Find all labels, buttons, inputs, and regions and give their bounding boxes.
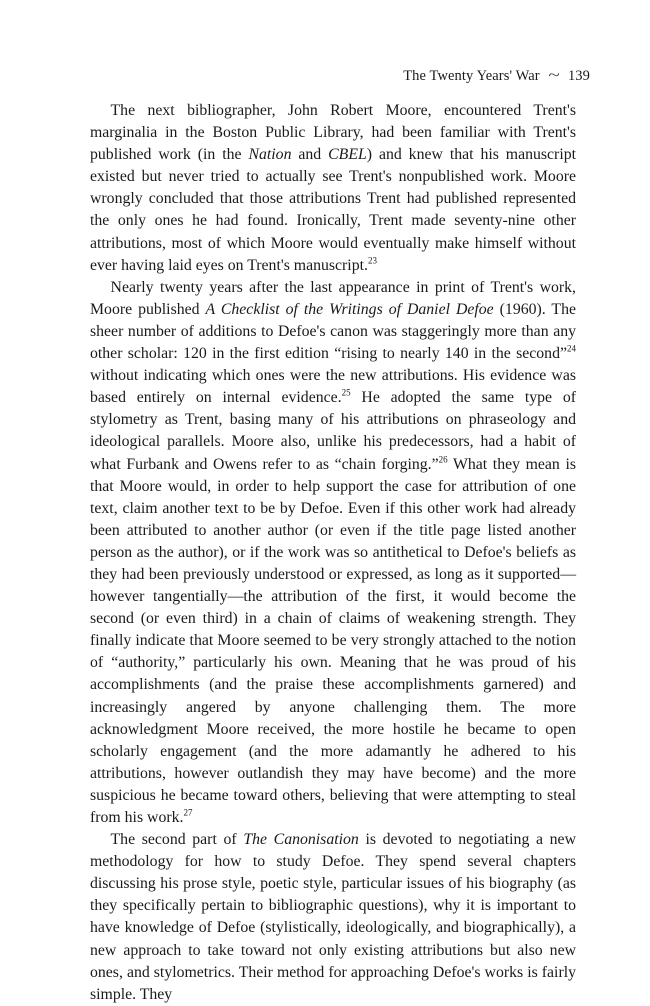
italic-title: The Canonisation <box>243 831 359 849</box>
footnote-ref: 24 <box>567 343 576 354</box>
paragraph <box>90 100 576 277</box>
text-run: What they mean is that Moore would, in order to help support the case for attribution of one text, claim another text to be by Defoe. Even if this other work had already been attributed to another author (or even if the title page listed another person as the author), or if the work was so antithetical to Defoe's beliefs as they had been previously understood or expressed, as long as it supported—however tangentially—the attribution of the first, it would become the second (or even third) in a chain of claims of weakening strength. They finally indicate that Moore seemed to be very strongly attached to the notion of “authority,” particularly his own. Meaning that he was proud of his accomplishments (and the praise these accomplishments garnered) and increasingly angered by anyone challenging them. The more acknowledgment Moore received, the more hostile he became to open scholarly engagement (and the more adamantly he adhered to his attributions, however outlandish they may have become) and the more suspicious he became toward others, believing that were attempting to steal from his work. <box>90 455 576 826</box>
text-run: ) and knew that his manuscript existed but never tried to actually see Trent's nonpublished work. Moore wrongly concluded that those attributions Trent had published represented the only ones he had found. Ironically, Trent made seventy-nine other attributions, most of which Moore would eventually make himself without ever having laid eyes on Trent's manuscript. <box>90 146 576 274</box>
running-header <box>60 68 590 85</box>
italic-title: A Checklist of the Writings of Daniel Defoe <box>205 300 494 318</box>
footnote-ref: 25 <box>341 387 351 398</box>
body-text <box>90 100 576 1006</box>
tilde-ornament-icon: ~ <box>548 68 560 84</box>
running-title: The Twenty Years' War <box>403 68 540 84</box>
footnote-ref: 27 <box>183 807 193 818</box>
italic-title: Nation <box>248 146 292 164</box>
paragraph <box>90 829 576 1006</box>
text-run: and <box>291 146 329 164</box>
text-run: is devoted to negotiating a new methodology for how to study Defoe. They spend several chapters discussing his prose style, poetic style, particular issues of his biography (as they specifically pertain to bibliographic questions), why it is important to have knowledge of Defoe (stylistically, ideologically, and biographically), a new approach to take toward not only existing attributions but also new ones, and stylometrics. Their method for approaching Defoe's works is fairly simple. They <box>90 831 576 1003</box>
footnote-ref: 26 <box>438 454 448 465</box>
footnote-ref: 23 <box>367 255 377 266</box>
text-run: (1960). The sheer number of additions to Defoe's canon was staggeringly more than any other scholar: 120 in the first edition “rising to nearly 140 in the second” <box>90 300 576 363</box>
italic-title: CBEL <box>328 146 367 164</box>
page-number: 139 <box>567 68 590 84</box>
text-run: He adopted the same type of stylometry as Trent, basing many of his attributions on phraseology and ideological parallels. Moore also, unlike his predecessors, had a habit of what Furbank and Owens refer to as “chain forging.” <box>90 389 577 473</box>
text-run: without indicating which ones were the new attributions. His evidence was based entirely on internal evidence. <box>90 367 576 407</box>
text-run: The second part of <box>110 831 244 849</box>
text-run: The next bibliographer, John Robert Moore, encountered Trent's marginalia in the Boston Public Library, had been familiar with Trent's published work (in the <box>90 102 576 164</box>
text-run: Nearly twenty years after the last appearance in print of Trent's work, Moore published <box>90 278 576 318</box>
paragraph <box>90 277 576 829</box>
